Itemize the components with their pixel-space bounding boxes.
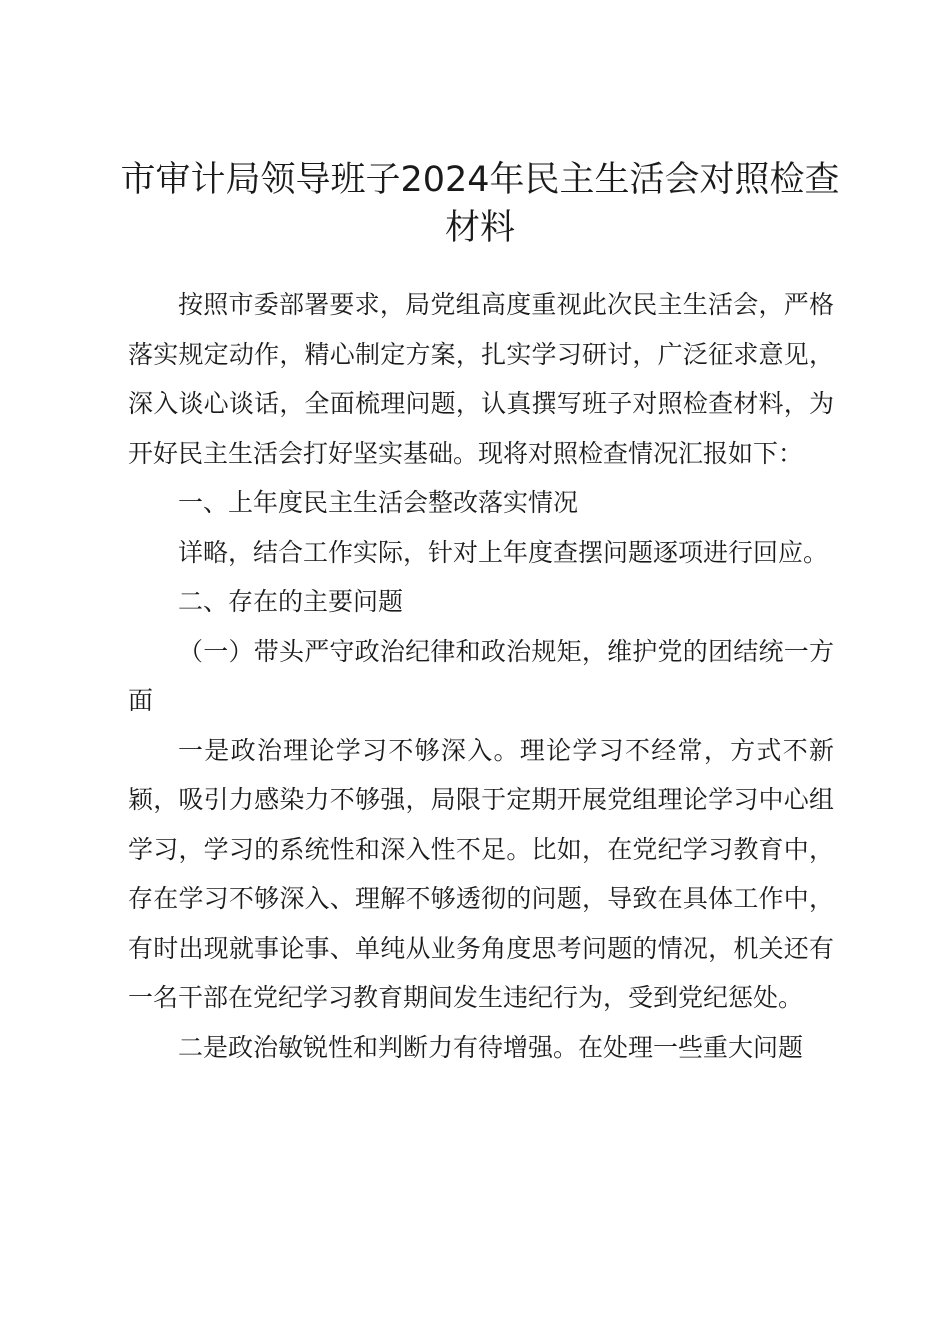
problem-paragraph-2: 二是政治敏锐性和判断力有待增强。在处理一些重大问题: [178, 1032, 804, 1062]
section-heading-2: 二、存在的主要问题: [178, 587, 404, 616]
document-body: [128, 280, 834, 1072]
section-heading-1: 一、上年度民主生活会整改落实情况: [178, 488, 579, 517]
section-1-paragraph: 详略，结合工作实际，针对上年度查摆问题逐项进行回应。: [178, 537, 829, 567]
subsection-heading-1: （一）带头严守政治纪律和政治规矩，维护党的团结统一方面: [128, 636, 834, 715]
problem-paragraph-1: 一是政治理论学习不够深入。理论学习不经常，方式不新颖，吸引力感染力不够强，局限于定期开展党组理论学习中心组学习，学习的系统性和深入性不足。比如，在党纪学习教育中，存在学习不够深入、理解不够透彻的问题，导致在具体工作中，有时出现就事论事、单纯从业务角度思考问题的情况，机关还有一名干部在党纪学习教育期间发生违纪行为，受到党纪惩处。: [128, 735, 834, 1012]
intro-paragraph: 按照市委部署要求，局党组高度重视此次民主生活会，严格落实规定动作，精心制定方案，扎实学习研讨，广泛征求意见，深入谈心谈话，全面梳理问题，认真撰写班子对照检查材料，为开好民主生活会打好坚实基础。现将对照检查情况汇报如下：: [128, 290, 834, 468]
document-title: 市审计局领导班子2024年民主生活会对照检查材料: [120, 160, 840, 248]
